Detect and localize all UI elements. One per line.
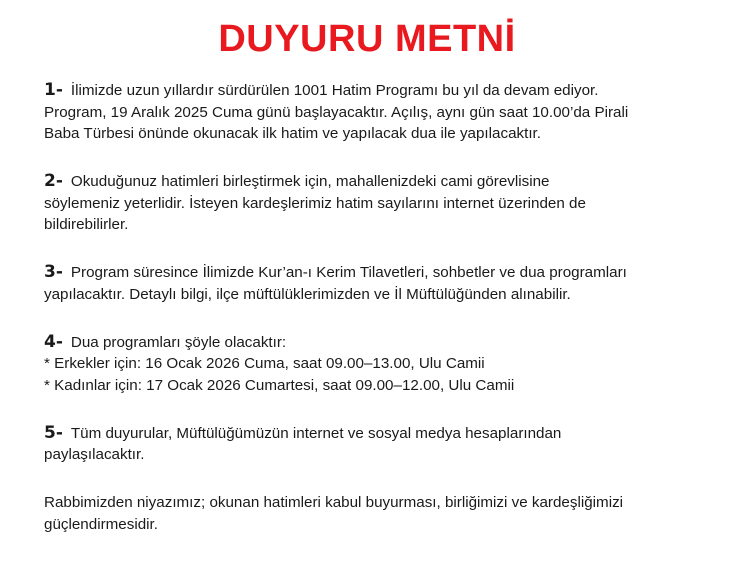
item-number: 1- xyxy=(44,80,63,100)
item-text-line: * Kadınlar için: 17 Ocak 2026 Cumartesi, saat 09.00–12.00, Ulu Camii xyxy=(44,376,515,394)
item-text-line: * Erkekler için: 16 Ocak 2026 Cuma, saat 09.00–13.00, Ulu Camii xyxy=(44,355,485,372)
item-text-line: söylemeniz yeterlidir. İsteyen kardeşlerimiz hatim sayılarını internet üzerinden de xyxy=(44,194,586,212)
item-text-line: Program, 19 Aralık 2025 Cuma günü başlayacaktır. Açılış, aynı gün saat 10.00’da Pirali xyxy=(44,103,629,121)
item-text-line: İlimizde uzun yıllardır sürdürülen 1001 Hatim Programı bu yıl da devam ediyor. xyxy=(70,82,599,99)
item-number: 3- xyxy=(44,262,63,282)
item-number: 4- xyxy=(44,331,63,352)
item-number: 5- xyxy=(44,422,63,443)
closing-paragraph xyxy=(44,492,716,535)
item-text-line: Baba Türbesi önünde okunacak ilk hatim ve yapılacak dua ile yapılacaktır. xyxy=(44,125,541,142)
closing-text-line: güçlendirmesidir. xyxy=(44,515,158,533)
closing-text-line: Rabbimizden niyazımız; okunan hatimleri kabul buyurması, birliğimizi ve kardeşliğimizi xyxy=(44,494,624,511)
item-text-line: bildirebilirler. xyxy=(44,216,129,233)
announcement-body xyxy=(44,80,716,535)
item-text-line: paylaşılacaktır. xyxy=(44,446,145,463)
announcement-item-3 xyxy=(44,262,716,305)
item-number: 2- xyxy=(44,171,63,191)
item-text-line: Program süresince İlimizde Kur’an-ı Kerim Tilavetleri, sohbetler ve dua programları xyxy=(70,264,627,281)
announcement-item-1 xyxy=(44,80,716,145)
item-text-line: Tüm duyurular, Müftülüğümüzün internet ve sosyal medya hesaplarından xyxy=(70,424,562,442)
announcement-item-5 xyxy=(44,423,716,466)
document-title: DUYURU METNİ xyxy=(218,18,516,60)
announcement-item-4 xyxy=(44,332,716,397)
announcement-item-2 xyxy=(44,171,716,236)
item-text-line: Okuduğunuz hatimleri birleştirmek için, mahallenizdeki cami görevlisine xyxy=(70,173,550,190)
item-text-line: Dua programları şöyle olacaktır: xyxy=(70,333,287,351)
item-text-line: yapılacaktır. Detaylı bilgi, ilçe müftülüklerimizden ve İl Müftülüğünden alınabilir. xyxy=(44,285,571,303)
